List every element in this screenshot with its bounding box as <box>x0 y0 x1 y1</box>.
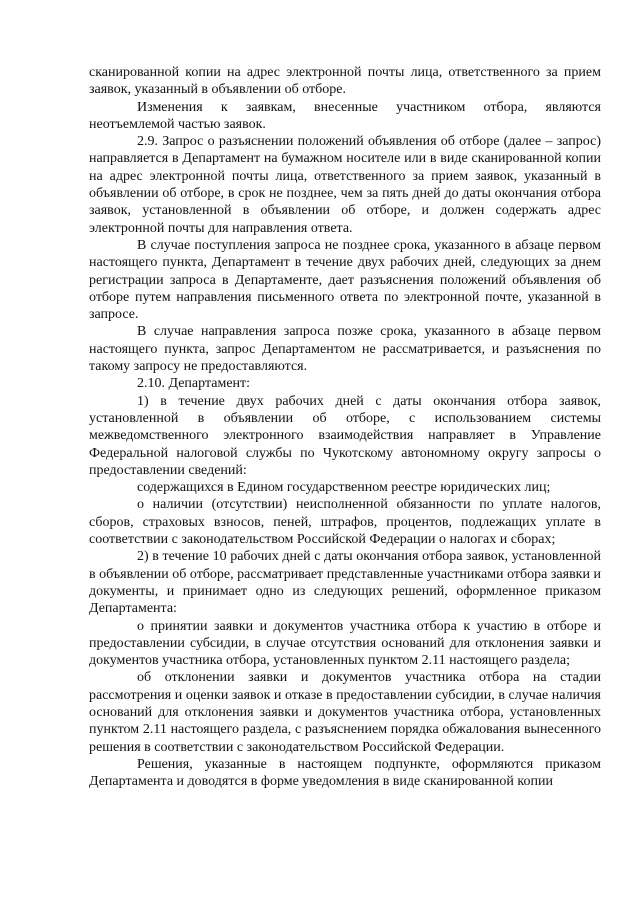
paragraph-2-10-heading: 2.10. Департамент: <box>137 376 251 392</box>
paragraph-item-1: 1) в течение двух рабочих дней с даты окончания отбора заявок, установленной в объявлении об отборе, с использованием системы межведомственного электронного взаимодействия направляет в Управление Федеральной налоговой службы по Чукотскому автономному округу запросы о предоставлении сведений: <box>89 393 601 478</box>
paragraph-decisions: Решения, указанные в настоящем подпункте, оформляются приказом Департамента и доводятся в форме уведомления в виде сканированной копии <box>89 756 601 790</box>
paragraph-continuation: сканированной копии на адрес электронной почты лица, ответственного за прием заявок, указанный в объявлении об отборе. <box>89 65 601 98</box>
paragraph-2-9-request: 2.9. Запрос о разъяснении положений объявления об отборе (далее – запрос) направляется в Департамент на бумажном носителе или в виде сканированной копии на адрес электронной почты лица, ответственного за прием заявок, указанный в объявлении об отборе, в срок не позднее, чем за пять дней до даты окончания отбора заявок, установленной в объявлении об отборе, и должен содержать адрес электронной почты для направления ответа. <box>89 134 601 236</box>
paragraph-item-2-reject: об отклонении заявки и документов участника отбора на стадии рассмотрения и оценки заявок и отказе в предоставлении субсидии, в случае наличия оснований для отклонения заявки и документов участника отбора, установленных пунктом 2.11 настоящего раздела, с разъяснением порядка обжалования вынесенного решения в соответствии с законодательством Российской Федерации. <box>89 670 601 755</box>
paragraph-item-2: 2) в течение 10 рабочих дней с даты окончания отбора заявок, установленной в объявлении об отборе, рассматривает представленные участниками отбора заявки и документы, и принимает одно из следующих решений, оформленное приказом Департамента: <box>89 549 601 617</box>
document-body <box>89 64 601 790</box>
paragraph-item-1-tax-debt: о наличии (отсутствии) неисполненной обязанности по уплате налогов, сборов, страховых взносов, пеней, штрафов, процентов, подлежащих уплате в соответствии с законодательством Российской Федерации о налогах и сборах; <box>89 497 601 548</box>
paragraph-request-late: В случае направления запроса позже срока, указанного в абзаце первом настоящего пункта, запрос Департаментом не рассматривается, и разъяснения по такому запросу не предоставляются. <box>89 324 601 375</box>
paragraph-request-on-time: В случае поступления запроса не позднее срока, указанного в абзаце первом настоящего пункта, Департамент в течение двух рабочих дней, следующих за днем регистрации запроса в Департаменте, дает разъяснения положений объявления об отборе путем направления письменного ответа по электронной почте, указанной в запросе. <box>89 237 601 323</box>
paragraph-item-1-registry: содержащихся в Едином государственном реестре юридических лиц; <box>137 480 551 496</box>
paragraph-item-2-accept: о принятии заявки и документов участника отбора к участию в отборе и предоставлении субсидии, в случае отсутствия оснований для отклонения заявки и документов участника отбора, установленных пунктом 2.11 настоящего раздела; <box>89 618 601 669</box>
paragraph-application-changes: Изменения к заявкам, внесенные участником отбора, являются неотъемлемой частью заявок. <box>89 99 601 132</box>
